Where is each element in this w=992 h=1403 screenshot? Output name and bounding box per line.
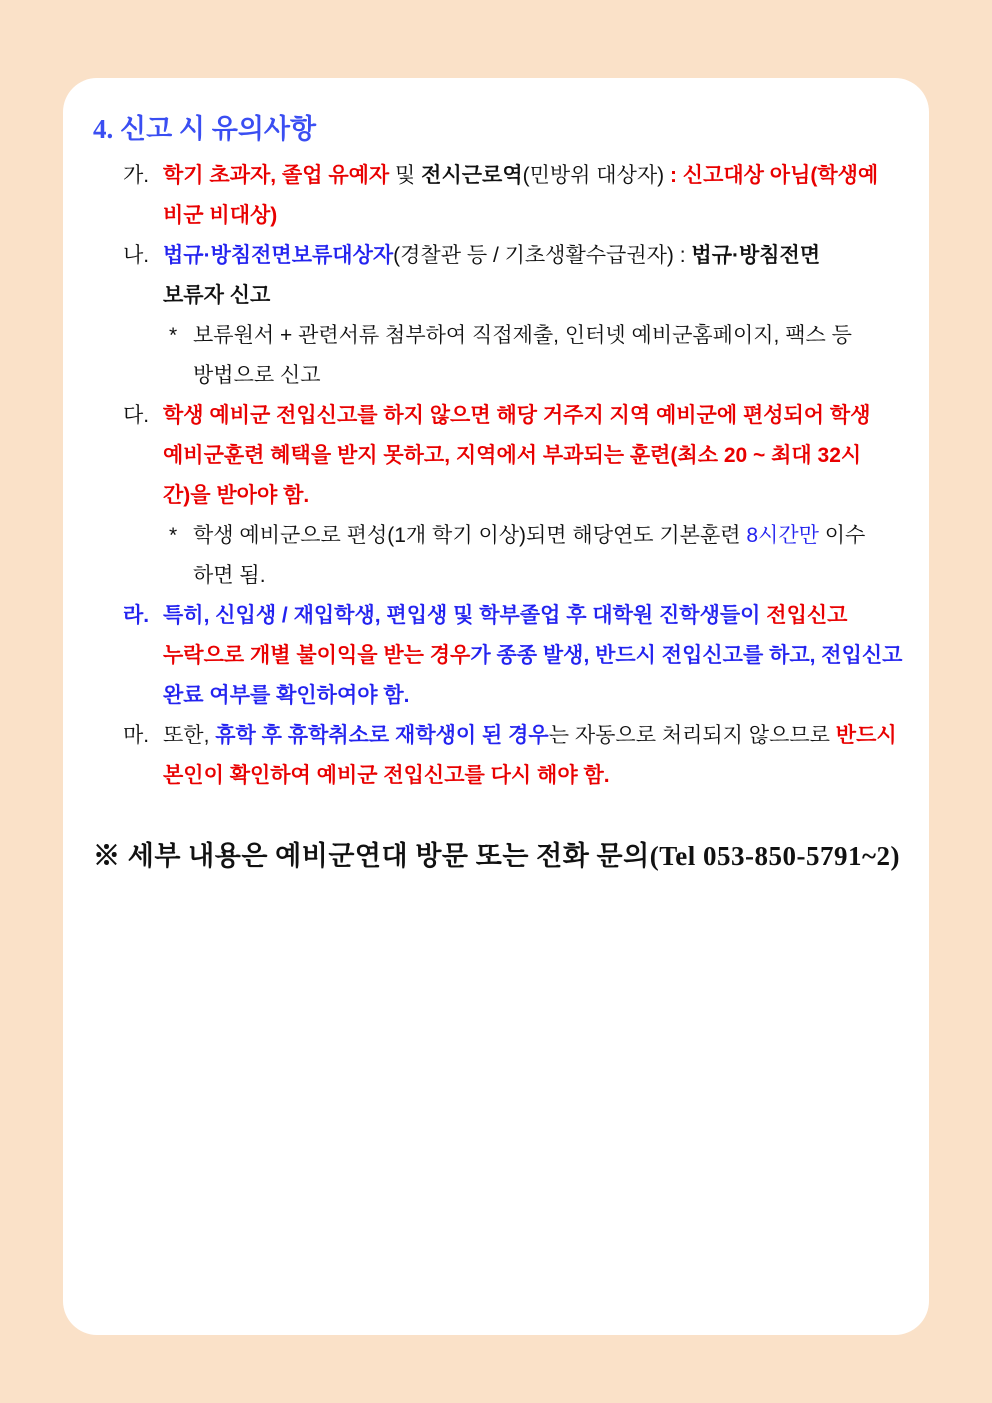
text-segment: 특히, 신입생 / 재입학생, 편입생 및 학부졸업 후 대학원 진학생들이 bbox=[163, 604, 767, 627]
sub-note-text bbox=[193, 516, 903, 596]
notice-item-라 bbox=[123, 596, 903, 716]
notice-content bbox=[63, 78, 929, 874]
notice-item-가 bbox=[123, 156, 903, 236]
text-segment: 반드시 bbox=[835, 724, 897, 747]
sub-note-text bbox=[193, 316, 903, 396]
text-segment: 본인이 확인하여 예비군 전입신고를 다시 해야 함. bbox=[163, 764, 610, 787]
item-label: 다. bbox=[123, 404, 150, 427]
text-segment: 및 bbox=[389, 164, 422, 187]
item-text bbox=[163, 156, 903, 236]
item-label: 마. bbox=[123, 724, 150, 747]
text-segment: 학생 예비군 전입신고를 하지 않으면 해당 거주지 지역 예비군에 편성되어 학생 bbox=[163, 404, 871, 427]
text-segment: 법규·방침전면보류대상자 bbox=[163, 244, 394, 267]
item-text bbox=[163, 396, 903, 596]
text-segment: 가 종종 발생, 반드시 전입신고를 하고, 전입신고 bbox=[470, 644, 903, 667]
item-text bbox=[163, 236, 903, 396]
text-segment: 방법으로 신고 bbox=[193, 364, 321, 387]
text-segment: : 신고대상 아님(학생예 bbox=[669, 164, 879, 187]
sub-note bbox=[169, 516, 903, 596]
item-label: 가. bbox=[123, 164, 150, 187]
notice-item-나 bbox=[123, 236, 903, 396]
text-segment: 전입신고 bbox=[766, 604, 848, 627]
text-segment: 학생 예비군으로 편성(1개 학기 이상)되면 해당연도 기본훈련 bbox=[193, 524, 747, 547]
text-segment: 비군 비대상) bbox=[163, 204, 278, 227]
text-segment: 법규·방침전면 bbox=[691, 244, 821, 267]
notice-item-마 bbox=[123, 716, 903, 796]
text-segment: 하면 됨. bbox=[193, 564, 266, 587]
text-segment: 예비군훈련 혜택을 받지 못하고, 지역에서 부과되는 훈련(최소 20 ~ 최대 32시 bbox=[163, 444, 862, 467]
text-segment: 전시근로역 bbox=[421, 164, 523, 187]
text-segment: (민방위 대상자) bbox=[522, 164, 670, 187]
text-segment: 는 자동으로 처리되지 않으므로 bbox=[548, 724, 836, 747]
section-title: 4. 신고 시 유의사항 bbox=[93, 114, 317, 144]
sub-note-bullet: * bbox=[169, 324, 178, 347]
item-text bbox=[163, 716, 903, 796]
text-segment: (경찰관 등 / 기초생활수급권자) : bbox=[393, 244, 692, 267]
notice-item-다 bbox=[123, 396, 903, 596]
item-text bbox=[163, 596, 903, 716]
text-segment: 간)을 받아야 함. bbox=[163, 484, 310, 507]
notice-item-list bbox=[123, 156, 903, 796]
text-segment: 학기 초과자, 졸업 유예자 bbox=[163, 164, 390, 187]
text-segment: 휴학 후 휴학취소로 재학생이 된 경우 bbox=[215, 724, 549, 747]
text-segment: 누락으로 개별 불이익을 받는 경우 bbox=[163, 644, 471, 667]
sub-note-bullet: * bbox=[169, 524, 178, 547]
item-label: 라. bbox=[123, 604, 150, 627]
text-segment: 보류원서 + 관련서류 첨부하여 직접제출, 인터넷 예비군홈페이지, 팩스 등 bbox=[193, 324, 852, 347]
text-segment: 보류자 신고 bbox=[163, 284, 271, 307]
item-label: 나. bbox=[123, 244, 150, 267]
notice-panel bbox=[63, 78, 929, 1335]
sub-note bbox=[169, 316, 903, 396]
text-segment: 8시간만 bbox=[746, 524, 819, 547]
text-segment: 또한, bbox=[163, 724, 216, 747]
contact-footer-note: ※ 세부 내용은 예비군연대 방문 또는 전화 문의(Tel 053-850-5791~2) bbox=[93, 841, 900, 871]
text-segment: 완료 여부를 확인하여야 함. bbox=[163, 684, 410, 707]
text-segment: 이수 bbox=[818, 524, 866, 547]
